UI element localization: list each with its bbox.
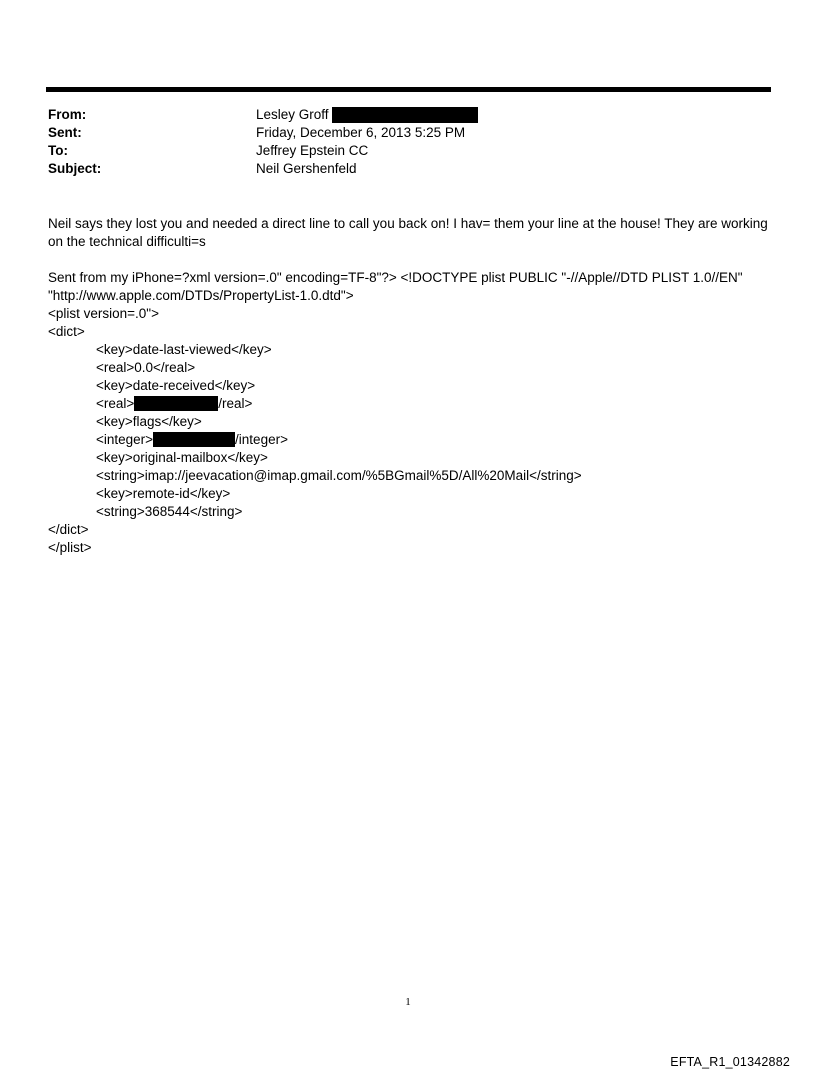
header-divider: [46, 87, 771, 92]
redaction-box: [332, 107, 478, 123]
integer-redacted-line: [48, 431, 768, 449]
key-date-last-viewed-line: <key>date-last-viewed</key>: [96, 342, 272, 357]
to-value: Jeffrey Epstein CC: [256, 143, 369, 158]
sent-from-line: Sent from my iPhone=?xml version=.0" encoding=TF-8"?> <!DOCTYPE plist PUBLIC "-//Apple//DTD PLIST 1.0//EN": [48, 270, 743, 285]
dict-open-line: <dict>: [48, 324, 85, 339]
subject-row: [48, 160, 768, 178]
from-value-group: [256, 106, 478, 124]
key-date-received-line: <key>date-received</key>: [96, 378, 256, 393]
plist-close-line: </plist>: [48, 540, 92, 555]
real-value-line: <real>0.0</real>: [96, 360, 196, 375]
key-flags-line: <key>flags</key>: [96, 414, 202, 429]
string-remote-id-line: <string>368544</string>: [96, 504, 243, 519]
subject-label: Subject:: [48, 161, 102, 176]
redaction-box: [153, 432, 235, 447]
integer-close-tag: /integer>: [235, 432, 288, 447]
dict-close-line: </dict>: [48, 522, 89, 537]
real-redacted-line: [48, 395, 768, 413]
email-header: [48, 106, 768, 178]
message-paragraph: Neil says they lost you and needed a direct line to call you back on! I hav= them your line at the house! They are working on the technical difficulti=s: [48, 216, 768, 249]
redaction-box: [134, 396, 218, 411]
sent-label: Sent:: [48, 125, 82, 140]
dtd-line: "http://www.apple.com/DTDs/PropertyList-1.0.dtd">: [48, 288, 354, 303]
from-label: From:: [48, 107, 87, 122]
plist-open-line: <plist version=.0">: [48, 306, 159, 321]
integer-open-tag: <integer>: [96, 432, 154, 447]
key-remote-id-line: <key>remote-id</key>: [96, 486, 231, 501]
real-close-tag: /real>: [218, 396, 253, 411]
from-value: Lesley Groff: [256, 107, 329, 122]
to-label: To:: [48, 143, 68, 158]
spacer: [48, 251, 768, 269]
page-number: 1: [405, 996, 411, 1008]
sent-value: Friday, December 6, 2013 5:25 PM: [256, 125, 466, 140]
to-row: [48, 142, 768, 160]
string-mailbox-line: <string>imap://jeevacation@imap.gmail.com/%5BGmail%5D/All%20Mail</string>: [96, 468, 582, 483]
from-row: [48, 106, 768, 124]
sent-row: [48, 124, 768, 142]
subject-value: Neil Gershenfeld: [256, 161, 357, 176]
key-original-mailbox-line: <key>original-mailbox</key>: [96, 450, 268, 465]
email-body: [48, 215, 768, 557]
document-id: EFTA_R1_01342882: [670, 1055, 790, 1069]
real-open-tag: <real>: [96, 396, 135, 411]
